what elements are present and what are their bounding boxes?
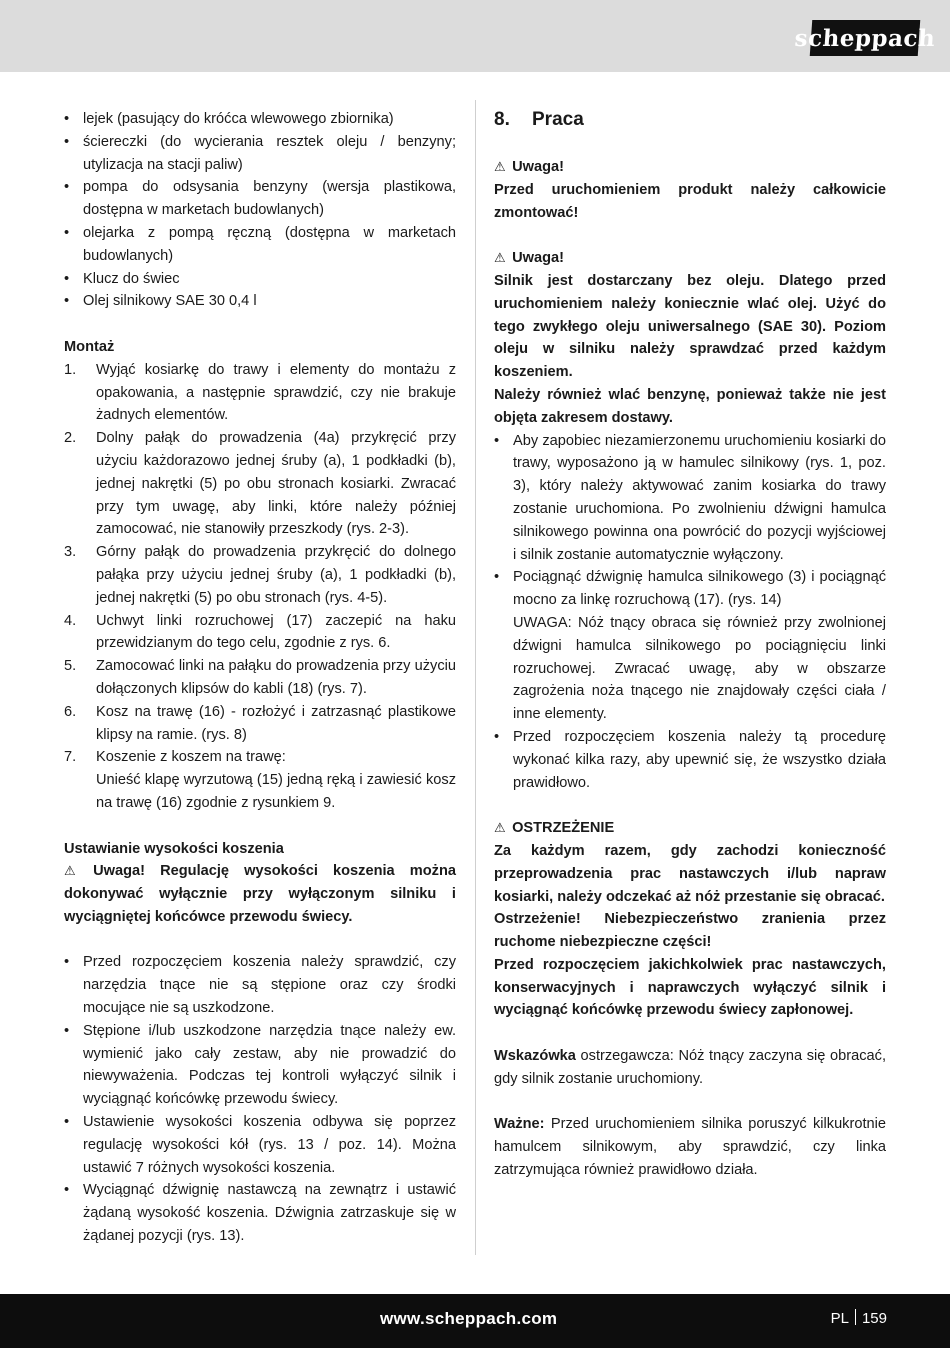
list-item: • lejek (pasujący do króćca wlewowego zbiornika) [64, 108, 456, 131]
warning-icon: ⚠ [494, 820, 506, 836]
page-indicator [831, 1309, 887, 1327]
list-item: 3. Górny pałąk do prowadzenia przykręcić do dolnego pałąka przy użyciu jednej śruby (a), 1 podkładki (b), jednej nakrętki (5) po obu stronach (rys. 4-5). [64, 544, 456, 606]
website-link[interactable]: www.scheppach.com [380, 1309, 558, 1328]
warning-text: Należy również wlać benzynę, ponieważ także nie jest objęta zakresem dostawy. [494, 386, 886, 426]
list-item: • Ustawienie wysokości koszenia odbywa się poprzez regulację wysokości kół (rys. 13 / poz. 14). Można ustawić 7 różnych wysokości koszenia. [64, 1111, 456, 1179]
list-item: 1. Wyjąć kosiarkę do trawy i elementy do montażu z opakowania, a następnie sprawdzić, czy nie brakuje żadnych elementów. [64, 361, 456, 424]
danger-label: ⚠ OSTRZEŻENIE [494, 817, 886, 840]
cutting-height-list [64, 951, 456, 1247]
language-code: PL [830, 1310, 849, 1327]
list-item: • ściereczki (do wycierania resztek oleju / benzyny; utylizacja na stacji paliw) [64, 131, 456, 177]
brand-logo: scheppach [810, 20, 921, 56]
warning-label: ⚠ Uwaga! [494, 156, 886, 179]
footer-bar [0, 1294, 950, 1348]
danger-text: Ostrzeżenie! Niebezpieczeństwo zranienia przez ruchome niebezpieczne części! [494, 911, 886, 951]
warning-icon: ⚠ [494, 250, 506, 266]
tools-list [64, 108, 456, 313]
list-item: • olejarka z pompą ręczną (dostępna w marketach budowlanych) [64, 222, 456, 268]
warning-label: ⚠ Uwaga! [494, 247, 886, 270]
danger-text: Za każdym razem, gdy zachodzi konieczność przeprowadzenia prac nastawczych i/lub napraw kosiarki, należy odczekać aż nóż przestanie się obracać. [494, 842, 886, 905]
cutting-height-warning: ⚠ Uwaga! Regulację wysokości koszenia można dokonywać wyłącznie przy wyłączonym silniku i wyciągniętej końcówce przewodu świecy. [64, 860, 456, 928]
left-column [64, 108, 456, 1248]
list-item: 2. Dolny pałąk do prowadzenia (4a) przykręcić przy użyciu każdorazowo jednej śruby (a), 1 podkładki (b), jednej nakrętki (5) po obu stronach kosiarki. Zwracać przy tym uwagę, aby linki, które należy później zamocować, nie stanowiły przeszkody (rys. 2-3). [64, 430, 456, 538]
warning-text: Przed uruchomieniem produkt należy całkowicie zmontować! [494, 181, 886, 221]
list-item: • Aby zapobiec niezamierzonemu uruchomieniu kosiarki do trawy, wyposażono ją w hamulec silnikowy (rys. 1, poz. 3), który należy aktywować zanim kosiarka do trawy zostanie uruchomiona. Po zwolnieniu dźwigni hamulca silnikowego powinna ona powrócić do pozycji wyjściowej i silnik zostanie automatycznie wyłączony. [494, 430, 886, 567]
assembly-steps [64, 359, 456, 815]
list-item: • Klucz do świec [64, 268, 456, 291]
warning-icon: ⚠ [64, 863, 76, 879]
list-item: • Pociągnąć dźwignię hamulca silnikowego (3) i pociągnąć mocno za linkę rozruchową (17). (rys. 14) UWAGA: Nóż tnący obraca się również przy zwolnionej dźwigni hamulca silnikowego po pociągnięciu linki rozruchowej. Zwracać uwagę, aby w obszarze zagrożenia noża tnącego nie znajdowały części ciała / inne elementy. [494, 566, 886, 726]
hint-paragraph: Wskazówka ostrzegawcza: Nóż tnący zaczyna się obracać, gdy silnik zostanie uruchomiony. [494, 1048, 886, 1087]
section-title: 8. Praca [494, 109, 584, 130]
operation-list [494, 430, 886, 795]
right-column [494, 108, 886, 1182]
cutting-height-heading: Ustawianie wysokości koszenia [64, 840, 284, 857]
assembly-heading: Montaż [64, 338, 115, 355]
list-item: 5. Zamocować linki na pałąku do prowadzenia przy użyciu dołączonych klipsów do kabli (18) (rys. 7). [64, 658, 456, 697]
warning-icon: ⚠ [494, 159, 506, 174]
danger-text: Przed rozpoczęciem jakichkolwiek prac nastawczych, konserwacyjnych i naprawczych wyłączyć silnik i wyciągnąć końcówkę przewodu świecy zapłonowej. [494, 956, 886, 1019]
column-divider [475, 100, 476, 1255]
page-number: 159 [861, 1310, 887, 1327]
important-paragraph: Ważne: Przed uruchomieniem silnika poruszyć kilkukrotnie hamulcem silnikowym, aby sprawdzić, czy linka zatrzymująca również prawidłowo działa. [494, 1116, 886, 1179]
list-item: • Przed rozpoczęciem koszenia należy sprawdzić, czy narzędzia tnące nie są stępione oraz czy środki mocujące nie są uszkodzone. [64, 951, 456, 1019]
list-item: 7. Koszenie z koszem na trawę: Unieść klapę wyrzutową (15) jedną ręką i zawiesić kosz na trawę (16) zgodnie z rysunkiem 9. [64, 749, 456, 811]
list-item: 6. Kosz na trawę (16) - rozłożyć i zatrzasnąć plastikowe klipsy na ramie. (rys. 8) [64, 703, 456, 743]
list-item: • pompa do odsysania benzyny (wersja plastikowa, dostępna w marketach budowlanych) [64, 176, 456, 222]
list-item: • Olej silnikowy SAE 30 0,4 l [64, 290, 456, 313]
list-item: • Stępione i/lub uszkodzone narzędzia tnące należy ew. wymienić jako cały zestaw, aby nie prowadzić do niewyważenia. Podczas tej kontroli wyłączyć silnik i wyciągnąć końcówkę przewodu świecy. [64, 1020, 456, 1111]
top-bar [0, 0, 950, 72]
warning-text: Silnik jest dostarczany bez oleju. Dlatego przed uruchomieniem należy koniecznie wlać olej. Użyć do tego zwykłego oleju uniwersalnego (SAE 30). Poziom oleju w silniku należy sprawdzać przed każdym koszeniem. [494, 272, 886, 381]
list-item: • Przed rozpoczęciem koszenia należy tą procedurę wykonać kilka razy, aby upewnić się, że wszystko działa prawidłowo. [494, 726, 886, 794]
list-item: 4. Uchwyt linki rozruchowej (17) zaczepić na haku przewidzianym do tego celu, zgodnie z rys. 6. [64, 612, 456, 652]
list-item: • Wyciągnąć dźwignię nastawczą na zewnątrz i ustawić żądaną wysokość koszenia. Dźwignia zatrzaskuje się w żądanej pozycji (rys. 13). [64, 1179, 456, 1247]
